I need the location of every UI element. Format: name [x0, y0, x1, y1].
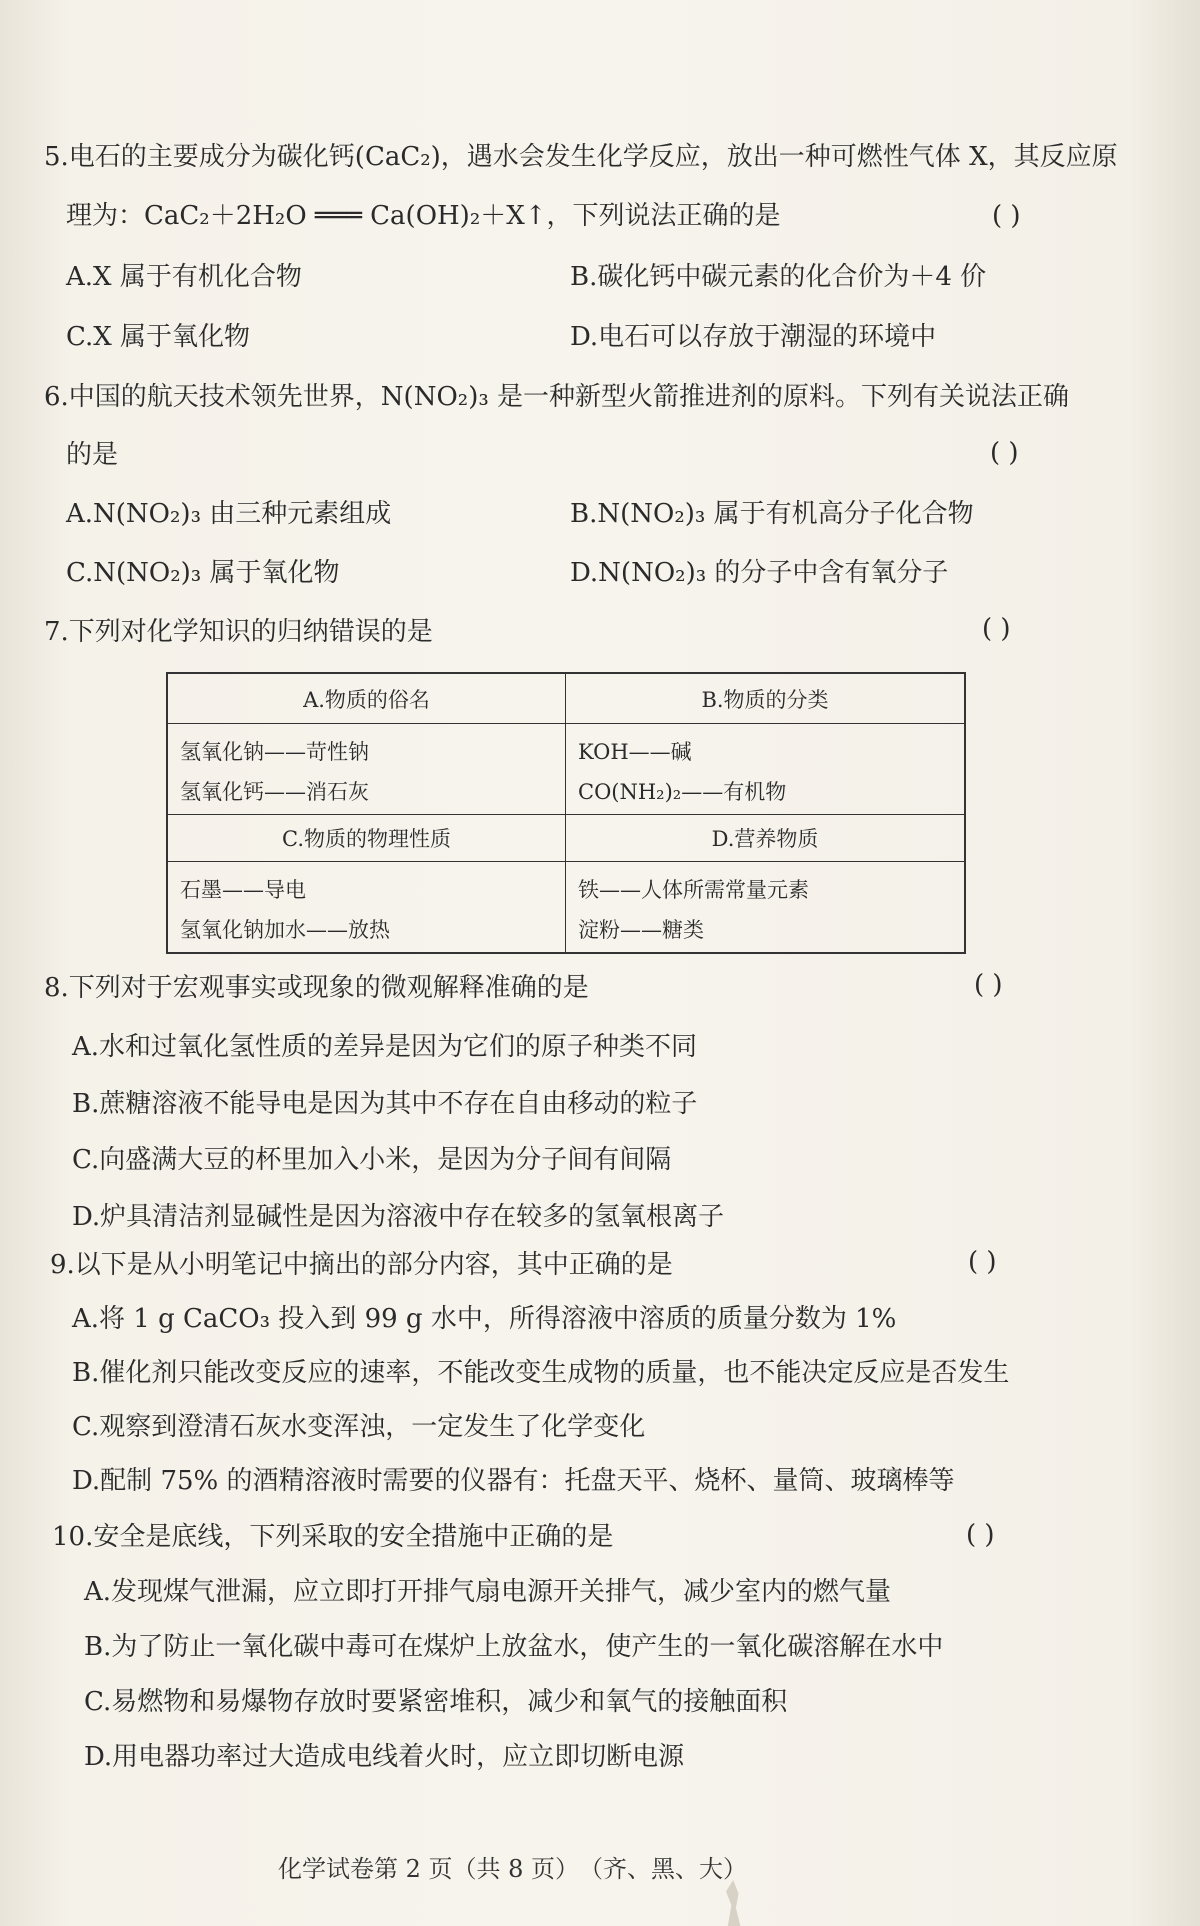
- q8-option-d: D.炉具清洁剂显碱性是因为溶液中存在较多的氢氧根离子: [72, 1202, 725, 1232]
- q5-option-a: A.X 属于有机化合物: [66, 262, 302, 292]
- q9-stem: 9.以下是从小明笔记中摘出的部分内容，其中正确的是: [50, 1250, 673, 1280]
- table-cell-b-body: KOH——碱 CO(NH₂)₂——有机物: [566, 724, 964, 815]
- table-cell-d-body: 铁——人体所需常量元素 淀粉——糖类: [578, 878, 809, 942]
- table-cell-a-header: A.物质的俗名: [168, 674, 566, 724]
- q8-answer-paren: ( ): [974, 970, 1003, 1000]
- q6-option-a: A.N(NO₂)₃ 由三种元素组成: [66, 499, 392, 529]
- q5-option-d: D.电石可以存放于潮湿的环境中: [570, 322, 937, 352]
- q6-option-d: D.N(NO₂)₃ 的分子中含有氧分子: [570, 558, 949, 588]
- q10-stem: 10.安全是底线，下列采取的安全措施中正确的是: [52, 1522, 614, 1552]
- q5-stem-line1: 5.电石的主要成分为碳化钙(CaC₂)，遇水会发生化学反应，放出一种可燃性气体 X，其反应原: [44, 142, 1118, 172]
- q6-stem-line1: 6.中国的航天技术领先世界，N(NO₂)₃ 是一种新型火箭推进剂的原料。下列有关说法正确: [44, 382, 1070, 412]
- q7-stem: 7.下列对化学知识的归纳错误的是: [44, 617, 433, 647]
- q7-answer-paren: ( ): [982, 614, 1011, 644]
- q10-option-b: B.为了防止一氧化碳中毒可在煤炉上放盆水，使产生的一氧化碳溶解在水中: [84, 1632, 944, 1662]
- q8-option-b: B.蔗糖溶液不能导电是因为其中不存在自由移动的粒子: [72, 1089, 698, 1119]
- q5-answer-paren: ( ): [992, 201, 1021, 231]
- paper-tear: [726, 1880, 744, 1926]
- q5-stem-line2: 理为：CaC₂＋2H₂O ═══ Ca(OH)₂＋X↑，下列说法正确的是: [66, 201, 781, 231]
- q6-option-c: C.N(NO₂)₃ 属于氧化物: [66, 558, 340, 588]
- q8-stem: 8.下列对于宏观事实或现象的微观解释准确的是: [44, 973, 589, 1003]
- q6-option-b: B.N(NO₂)₃ 属于有机高分子化合物: [570, 499, 974, 529]
- q5-option-c: C.X 属于氧化物: [66, 322, 251, 352]
- q8-option-c: C.向盛满大豆的杯里加入小米，是因为分子间有间隔: [72, 1145, 672, 1175]
- q6-answer-paren: ( ): [990, 438, 1019, 468]
- q9-answer-paren: ( ): [968, 1247, 997, 1277]
- table-cell-d-header: D.营养物质: [566, 815, 964, 862]
- q9-option-c: C.观察到澄清石灰水变浑浊，一定发生了化学变化: [72, 1412, 646, 1442]
- q5-option-b: B.碳化钙中碳元素的化合价为＋4 价: [570, 262, 987, 292]
- q9-option-b: B.催化剂只能改变反应的速率，不能改变生成物的质量，也不能决定反应是否发生: [72, 1358, 1010, 1388]
- table-cell-b-header: B.物质的分类: [566, 674, 964, 724]
- q10-option-a: A.发现煤气泄漏，应立即打开排气扇电源开关排气，减少室内的燃气量: [84, 1577, 892, 1607]
- table-cell-a-body: 氢氧化钠——苛性钠 氢氧化钙——消石灰: [168, 724, 566, 815]
- q6-stem-line2: 的是: [66, 440, 119, 470]
- q9-option-d: D.配制 75% 的酒精溶液时需要的仪器有：托盘天平、烧杯、量筒、玻璃棒等: [72, 1466, 955, 1496]
- page-footer: 化学试卷第 2 页（共 8 页） （齐、黑、大）: [278, 1855, 748, 1883]
- q10-option-d: D.用电器功率过大造成电线着火时，应立即切断电源: [84, 1742, 685, 1772]
- q8-option-a: A.水和过氧化氢性质的差异是因为它们的原子种类不同: [72, 1032, 698, 1062]
- q10-answer-paren: ( ): [966, 1520, 995, 1550]
- q7-knowledge-table: [166, 672, 966, 954]
- q9-option-a: A.将 1 g CaCO₃ 投入到 99 g 水中，所得溶液中溶质的质量分数为 1%: [72, 1304, 897, 1334]
- table-cell-c-header: C.物质的物理性质: [168, 815, 566, 862]
- q10-option-c: C.易燃物和易爆物存放时要紧密堆积，减少和氧气的接触面积: [84, 1687, 788, 1717]
- table-cell-c-body: 石墨——导电 氢氧化钠加水——放热: [168, 862, 566, 952]
